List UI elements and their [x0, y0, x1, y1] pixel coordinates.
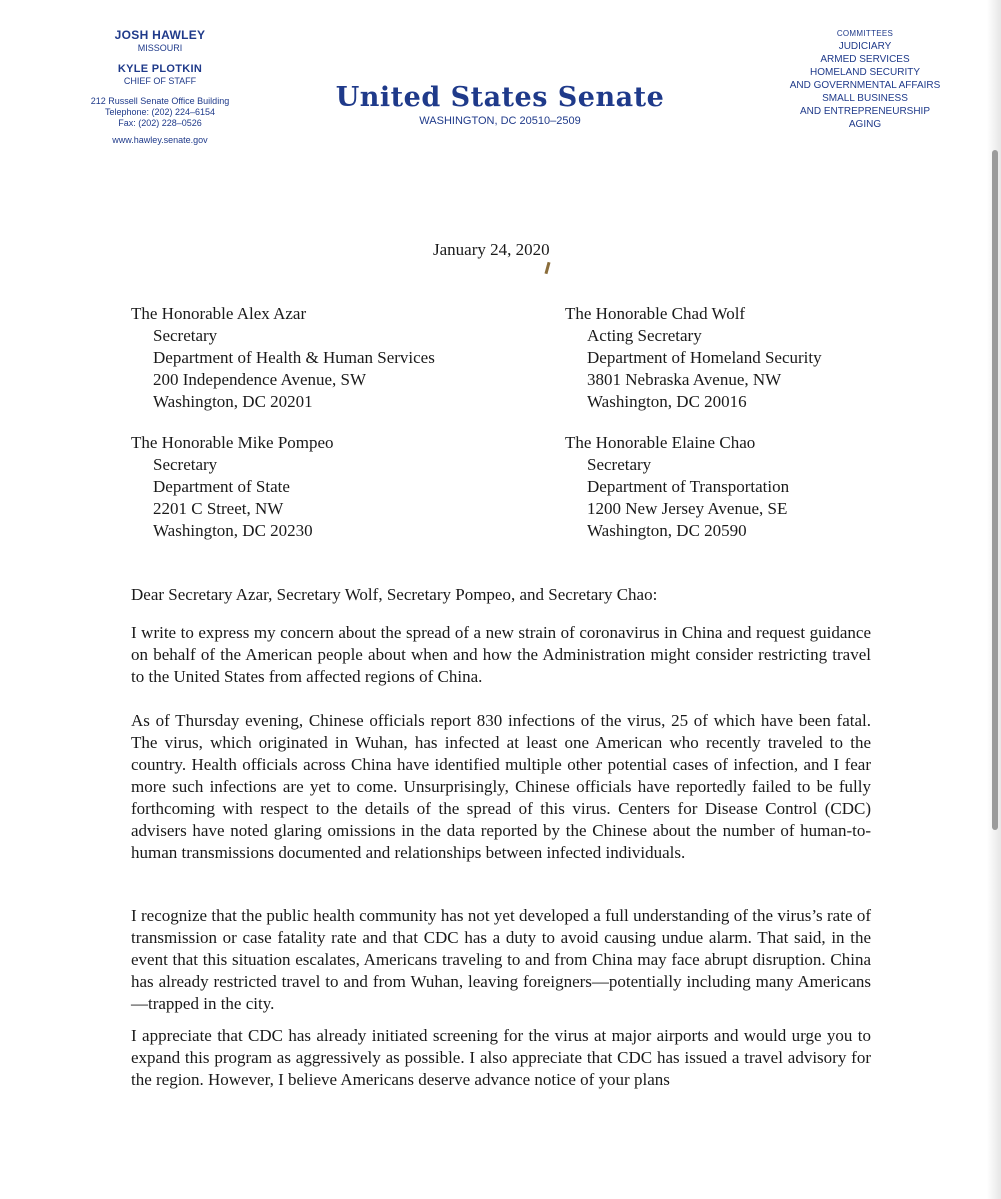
paragraph-text: I appreciate that CDC has already initiated screening for the virus at major airports and would urge you to expand this program as aggressively as possible. I also appreciate that CDC has issued a travel advisory for the region. However, I believe Americans deserve advance notice of your plans [131, 1026, 871, 1089]
office-telephone: Telephone: (202) 224–6154 [104, 107, 216, 117]
committees-list [765, 27, 965, 131]
recipient-line: 200 Independence Avenue, SW [153, 370, 367, 389]
recipient-line: Secretary [153, 455, 218, 474]
recipient-line: Acting Secretary [587, 326, 702, 345]
paragraph [131, 622, 871, 688]
recipient-line: Washington, DC 20201 [153, 392, 313, 411]
chief-of-staff-title: CHIEF OF STAFF [123, 76, 197, 86]
letter-date: January 24, 2020 [433, 240, 550, 259]
recipient-line: Washington, DC 20590 [587, 521, 747, 540]
senator-letterhead [60, 28, 260, 146]
committee-item: AND GOVERNMENTAL AFFAIRS [789, 80, 941, 91]
recipient-line: 2201 C Street, NW [153, 499, 284, 518]
committee-item: AND ENTREPRENEURSHIP [799, 106, 931, 117]
paragraph-text: I recognize that the public health community has not yet developed a full understanding of the virus’s rate of transmission or case fatality rate and that CDC has a duty to avoid causing undue alarm. That said, in the event that this situation escalates, Americans traveling to and from China may face abrupt disruption. China has already restricted travel to and from Wuhan, leaving foreigners—potentially including many Americans—trapped in the city. [131, 906, 871, 1013]
paragraph [131, 710, 871, 864]
senator-state: MISSOURI [137, 43, 183, 53]
recipient-address [565, 303, 822, 413]
recipient-name: The Honorable Elaine Chao [565, 433, 756, 452]
recipient-line: Department of Transportation [587, 477, 790, 496]
office-fax: Fax: (202) 228–0526 [118, 118, 202, 128]
recipient-line: 1200 New Jersey Avenue, SE [587, 499, 788, 518]
committee-item: AGING [848, 119, 882, 130]
recipient-line: Washington, DC 20230 [153, 521, 313, 540]
recipient-line: Secretary [587, 455, 652, 474]
committees-heading: COMMITTEES [836, 29, 894, 38]
recipient-line: Secretary [153, 326, 218, 345]
recipient-address [131, 303, 435, 413]
chief-of-staff-name: KYLE PLOTKIN [117, 63, 203, 75]
recipient-address [565, 432, 789, 542]
committee-item: HOMELAND SECURITY [809, 67, 920, 78]
paragraph [131, 1025, 871, 1091]
committee-item: JUDICIARY [838, 41, 892, 52]
paragraph-text: I write to express my concern about the spread of a new strain of coronavirus in China and request guidance on behalf of the American people about when and how the Administration might consider restricting travel to the United States from affected regions of China. [131, 623, 871, 686]
paragraph-text: As of Thursday evening, Chinese officials report 830 infections of the virus, 25 of which have been fatal. The virus, which originated in Wuhan, has infected at least one American who recently traveled to the country. Health officials across China have identified multiple other potential cases of infection, and I fear more such infections are yet to come. Unsurprisingly, Chinese officials have reportedly failed to be fully forthcoming with respect to the details of the spread of this virus. Centers for Disease Control (CDC) advisers have noted glaring omissions in the data reported by the Chinese about the number of human-to-human transmissions documented and relationships between infected individuals. [131, 711, 871, 862]
senate-city: WASHINGTON, DC 20510–2509 [419, 115, 581, 127]
recipient-line: Department of Homeland Security [587, 348, 822, 367]
pen-mark [544, 262, 550, 274]
website: www.hawley.senate.gov [112, 135, 208, 145]
recipient-name: The Honorable Mike Pompeo [131, 433, 334, 452]
recipient-line: Department of Health & Human Services [153, 348, 435, 367]
salutation: Dear Secretary Azar, Secretary Wolf, Secretary Pompeo, and Secretary Chao: [131, 585, 658, 604]
recipient-line: Washington, DC 20016 [587, 392, 747, 411]
senate-header [330, 82, 670, 127]
paragraph [131, 905, 871, 1015]
recipient-line: Department of State [153, 477, 290, 496]
recipient-address [131, 432, 334, 542]
recipient-name: The Honorable Chad Wolf [565, 304, 746, 323]
senator-name: JOSH HAWLEY [114, 28, 206, 42]
recipient-name: The Honorable Alex Azar [131, 304, 307, 323]
scrollbar-thumb[interactable] [992, 150, 998, 830]
office-address: 212 Russell Senate Office Building [90, 96, 230, 106]
recipient-line: 3801 Nebraska Avenue, NW [587, 370, 782, 389]
senate-title: United States Senate [335, 82, 665, 113]
committee-item: ARMED SERVICES [820, 54, 910, 65]
committee-item: SMALL BUSINESS [822, 93, 908, 104]
